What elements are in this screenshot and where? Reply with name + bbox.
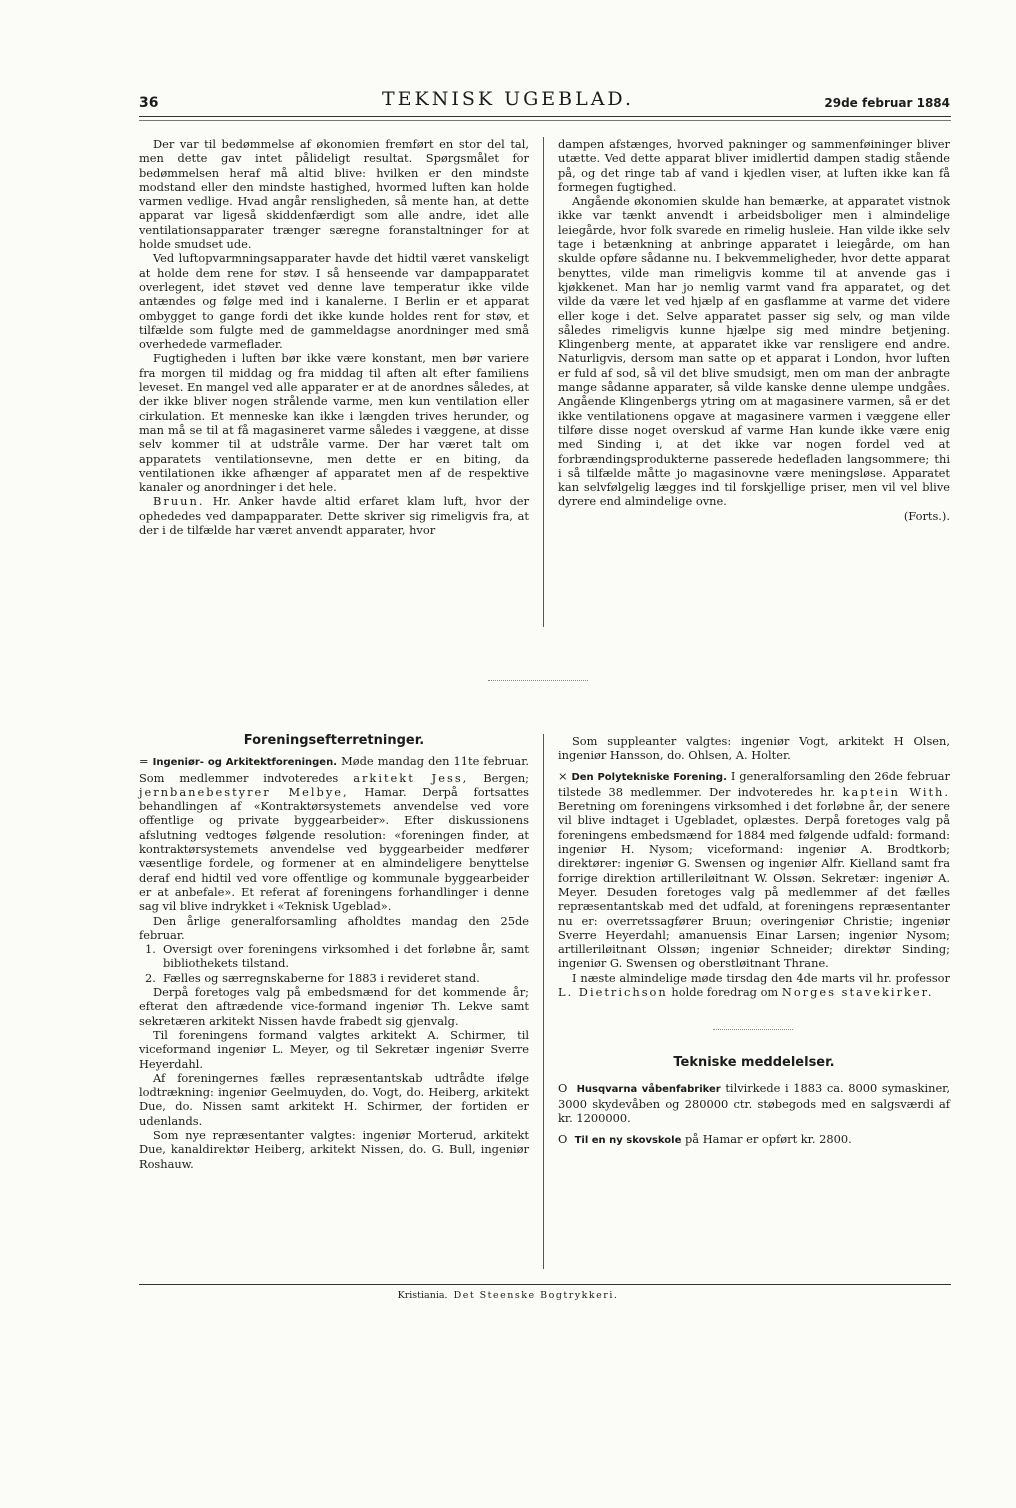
page-number: 36 [139,95,159,111]
foreninger-paragraph: Af foreningernes fælles repræsentantskab udtrådte ifølge lodtrækning: ingeniør Geelmuyden, do. Vogt, do. Heiberg, arkitekt Due, do. Nissen samt arkitekt H. Schirmer, der fortiden er udenlands. [139,1070,529,1128]
agenda-item [139,971,529,985]
text-run: I generalforsamling den 26de februar tilstede 38 medlemmer. Der indvoteredes hr. [558,768,950,799]
item-text: Fælles og særregnskaberne for 1883 i revideret stand. [163,970,480,985]
notice-item [558,1081,950,1126]
article-paragraph: dampen afstænges, hvorved pakninger og sammenføininger bliver utætte. Ved dette apparat bliver imidlertid dampen stadig stående på, og det ringe tab af vand i kjedlen viser, at luften ikke kan få formegen fugtighed. [558,137,950,194]
speaker-text: Hr. Anker havde altid erfaret klam luft, hvor der ophededes ved dampapparater. Dette skriver sig rimeligvis fra, at der i de tilfælde har været anvendt apparater, hvor [139,494,529,538]
foreninger-paragraph: Derpå foretoges valg på embedsmænd for det kommende år; efterat den aftrædende vice-formand ingeniør Th. Lekve samt sekretæren arkitekt Nissen havde frabedt sig gjenvalg. [139,985,529,1028]
item-number: 1. [145,942,156,957]
person-name: arkitekt Jess, [353,770,469,785]
notice-text: på Hamar er opført kr. 2800. [685,1131,852,1146]
notice-subject: Husqvarna våbenfabriker [576,1083,721,1095]
imprint-place: Kristiania. [397,1290,448,1301]
person-name: kaptein With. [842,784,951,799]
text-run: Beretning om foreningens virksomhed i det forløbne år, der senere vil blive indtaget i Ugebladet, oplæstes. Derpå foretoges valg på foreningens embedsmænd for 1884 med følgende udfald: formand: ingeniør H. Nysom; viceformand: ingeniør A. Brodtkorb; direktører: ingeniør G. Swensen og ingeniør Alfr. Kielland samt fra forrige direktion artilleriløitnant W. Olssøn. Sekretær: ingeniør A. Meyer. Desuden foretoges valg på medlemmer af det fælles repræsentantskab med det udfald, at foreningens repræsentanter nu er: overretssagfører Bruun; overingeniør Christie; ingeniør Sverre Heyerdahl; amanuensis Einar Larsen; ingeniør Nysom; artilleriløitnant Olssøn; ingeniør Schneider; direktør Sinding; ingeniør G. Swensen og oberstløitnant Thrane. [558,799,950,971]
continued-note: (Forts.). [903,508,950,523]
person-name: L. Dietrichson [558,985,668,1000]
column-divider [543,137,544,627]
article-left-column [139,137,529,537]
foreninger-paragraph: Som nye repræsentanter valgtes: ingeniør Morterud, arkitekt Due, kanaldirektør Heiberg, arkitekt Nissen, do. G. Bull, ingeniør Roshauw. [139,1128,529,1171]
foreninger-paragraph: Den årlige generalforsamling afholdtes mandag den 25de februar. [139,913,529,942]
article-paragraph [139,494,529,537]
section-heading: Tekniske meddelelser. [673,1055,835,1071]
header-rule-bottom [139,120,951,121]
text-run: holde foredrag om [671,985,779,1000]
agenda-item [139,942,529,971]
speaker-name: Bruun. [153,494,205,509]
article-paragraph: Der var til bedømmelse af økonomien fremført en stor del tal, men dette gav intet pålideligt resultat. Spørgsmålet for bedømmelsen heraf må altid blive: hvilken er den mindste modstand eller den mindste hastighed, hvormed luften kan holde varmen vedlige. Hvad angår rensligheden, så mente han, at dette apparat var ligeså skiddenfærdigt som alle andre, idet alle ventilationsapparater trænger særegne foranstaltninger for at holde smudset ude. [139,137,529,252]
item-text: Oversigt over foreningens virksomhed i det forløbne år, samt bibliothekets tilstand. [163,942,529,971]
foreninger-paragraph: Som suppleanter valgtes: ingeniør Vogt, arkitekt H Olsen, ingeniør Hansson, do. Ohlsen, A. Holter. [558,734,950,763]
person-name: jernbanebestyrer Melbye, [139,784,349,799]
foreninger-paragraph [558,769,950,971]
section-mark: = [139,754,149,769]
section-separator [713,1029,793,1030]
masthead-title: TEKNISK UGEBLAD. [381,88,635,110]
notice-text: tilvirkede i 1883 ca. 8000 symaskiner, 3000 skydevåben og 280000 ctr. støbegods med en salgsværdi af kr. 1200000. [558,1080,950,1126]
section-mark: × [558,768,568,783]
text-run: Møde mandag den 11te februar. Som medlemmer indvoteredes [139,754,530,785]
article-paragraph: Fugtigheden i luften bør ikke være konstant, men bør variere fra morgen til middag og fra middag til aften alt efter familiens leveset. En mangel ved alle apparater er at de anordnes således, at der ikke bliver nogen strålende varme, men kun ventilation eller cirkulation. Et menneske kan ikke i længden trives herunder, og man må se til at få magasineret varme således i væggene, at disse selv kommer til at udstråle varme. Der har været talt om apparatets ventilationsevne, men dette er en biting, da ventilationen ikke afhænger af apparatet men af de respektive kanaler og anordninger i det hele. [139,351,529,495]
imprint [0,1289,1016,1303]
society-name: Den Polytekniske Forening. [571,771,727,783]
column-divider [543,734,544,1269]
foreninger-right-column [558,734,950,1148]
notice-item [558,1132,950,1148]
bullet-mark: O [558,1131,568,1146]
notice-subject: Til en ny skovskole [574,1134,682,1146]
article-paragraph: Ved luftopvarmningsapparater havde det hidtil været vanskeligt at holde dem rene for støv. I så henseende var dampapparatet overlegent, idet støvet ved denne lave temperatur ikke vilde antændes og følge med ind i kanalerne. I Berlin er et apparat ombygget to gange fordi det ikke kunde holdes rent for støv, et tilfælde som fulgte med de gammeldagse anordninger med små overhedede varmeflader. [139,251,529,352]
header-rule-top [139,116,951,117]
article-right-column [558,137,950,523]
bullet-mark: O [558,1080,568,1095]
issue-date: 29de februar 1884 [824,96,950,110]
foreninger-paragraph: Til foreningens formand valgtes arkitekt A. Schirmer, til viceformand ingeniør L. Meyer, og til Sekretær ingeniør Sverre Heyerdahl. [139,1027,529,1071]
text-run: Bergen; [483,770,529,785]
article-paragraph: Angående økonomien skulde han bemærke, at apparatet vistnok ikke var tænkt anvendt i arbeidsboliger men i almindelige leiegårde, hvor folk svarede en rimelig husleie. Han vilde ikke selv tage i betænkning at anbringe apparatet i leiegårde, om han skulde opføre sådanne nu. I bekvemmeligheder, hvor dette apparat benyttes, vilde man rimeligvis komme til at anvende gas i kjøkkenet. Man har jo nemlig varmt vand fra apparatet, og det vilde da være let ved hjælp af en gasflamme at varme det videre eller koge i det. Selve apparatet passer sig selv, og man vilde således rimeligvis kunne hjælpe sig med mindre betjening. Klingenberg mente, at apparatet ikke var rensligere end andre. Naturligvis, dersom man satte op et apparat i London, hvor luften er fuld af sod, så vil det blive smudsigt, men om man der anbragte mange sådanne apparater, så vilde kanske denne ulempe undgåes. Angående Klingenbergs ytring om at magasinere varmen, så er det ikke ventilationens opgave at magasinere varmen i væggene eller tilføre disse noget overskud af varme Han kunde ikke være enig med Sinding i, at det ikke var nogen fordel ved at forbrændingsprodukterne passerede hedefladen langsommere; thi i så tilfælde måtte jo magasinovne være meningsløse. Apparatet kan selvfølgelig lægges ind til forskjellige priser, men vil vel blive dyrere end almindelige ovne. [558,194,950,509]
section-heading: Foreningsefterretninger. [243,733,425,748]
footer-rule [139,1284,951,1285]
society-name: Ingeniør- og Arkitektforeningen. [152,757,337,769]
foreninger-left-column [139,734,529,1171]
text-run: Hamar. Derpå fortsattes behandlingen af «Kontraktørsystemets anvendelse ved vore offentlige og private byggearbeider». Efter diskussionens afslutning vedtoges følgende resolution: «foreningen finder, at kontraktørsystemets anvendelse ved byggearbeider medfører væsentlige fordele, og formener at en almindeligere benyttelse deraf end hidtil ved vore offentlige og kommunale byggearbeider er at anbefale». Et referat af foreningens forhandlinger i denne sag vil blive indrykket i «Teknisk Ugeblad». [139,784,529,914]
foreninger-paragraph [139,754,529,913]
item-number: 2. [145,970,156,985]
agenda-list [139,942,529,985]
foreninger-paragraph [558,971,950,1000]
text-run: I næste almindelige møde tirsdag den 4de marts vil hr. professor [572,970,950,985]
section-separator [488,680,588,681]
lecture-title: Norges stavekirker. [781,985,934,1000]
imprint-printer: Det Steenske Bogtrykkeri. [453,1290,619,1301]
